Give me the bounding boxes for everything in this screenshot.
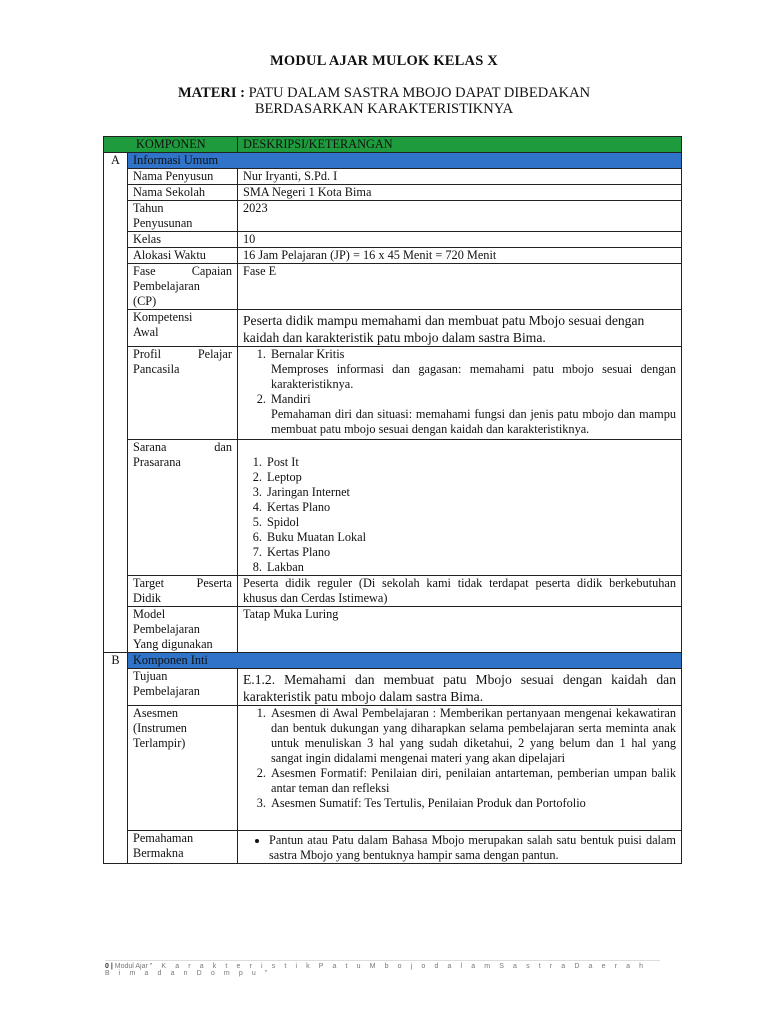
table-row: [104, 347, 682, 440]
row-value: Fase E: [238, 264, 682, 310]
row-label-line: Pembelajaran: [133, 622, 200, 636]
row-label: [128, 264, 238, 310]
header-komponen: KOMPONEN: [104, 137, 238, 153]
table-row: [104, 669, 682, 706]
row-label-line: Kompetensi: [133, 310, 193, 324]
list-item-desc: Memproses informasi dan gagasan: memahami patu mbojo sesuai dengan karakteristiknya.: [271, 362, 676, 391]
row-value: [238, 706, 682, 831]
table-row: [104, 232, 682, 248]
row-label-line: Pembelajaran: [133, 279, 200, 293]
subtitle-line-1: PATU DALAM SASTRA MBOJO DAPAT DIBEDAKAN: [244, 85, 591, 101]
row-label: [128, 831, 238, 864]
row-label-line: Tujuan: [133, 669, 168, 683]
list-item: 5. Spidol: [265, 515, 676, 530]
footer-text: " K a r a k t e r i s t i k P a t u M b o j o d a l a m S a s t r a D a e r a h B i m a d a n D o m p u ": [105, 963, 647, 977]
section-b-row: [104, 653, 682, 669]
label-word: Capaian: [191, 264, 232, 278]
list-item: 6. Buku Muatan Lokal: [265, 530, 676, 545]
list-item: • Pantun atau Patu dalam Bahasa Mbojo merupakan salah satu bentuk puisi dalam sastra Mbojo yang bentuknya hampir sama dengan pantun.: [269, 833, 676, 863]
section-a-row: [104, 153, 682, 169]
label-word: Target: [133, 576, 165, 590]
table-row: [104, 440, 682, 576]
row-value: [238, 347, 682, 440]
list-item-title: Bernalar Kritis: [271, 347, 345, 361]
profil-list: [243, 347, 676, 437]
table-row: [104, 185, 682, 201]
list-item-title: Mandiri: [271, 392, 311, 406]
list-item: 2. Asesmen Formatif: Penilaian diri, penilaian antarteman, pemberian umpan balik antar teman dan refleksi: [269, 766, 676, 796]
row-label-line: (CP): [133, 294, 157, 308]
row-label: [128, 607, 238, 653]
pemahaman-list: [243, 833, 676, 863]
row-label-line: Terlampir): [133, 736, 186, 750]
table-row: [104, 169, 682, 185]
row-label: Alokasi Waktu: [128, 248, 238, 264]
row-label: Kelas: [128, 232, 238, 248]
row-label-line: Pembelajaran: [133, 684, 200, 698]
row-label-line: Penyusunan: [133, 216, 193, 230]
label-word: Peserta: [196, 576, 232, 590]
table-row: [104, 248, 682, 264]
section-a-letter: A: [104, 153, 128, 653]
sarana-list: [243, 455, 676, 575]
list-item: 4. Kertas Plano: [265, 500, 676, 515]
row-label: [128, 576, 238, 607]
list-item: 1. Post It: [265, 455, 676, 470]
page-footer: [105, 960, 660, 977]
table-row: [104, 831, 682, 864]
row-value: SMA Negeri 1 Kota Bima: [238, 185, 682, 201]
row-value: 2023: [238, 201, 682, 232]
row-value: E.1.2. Memahami dan membuat patu Mbojo sesuai dengan kaidah dan karakteristik patu mbojo dalam sastra Bima.: [238, 669, 682, 706]
row-label-line: Prasarana: [133, 455, 181, 469]
list-item: 8. Lakban: [265, 560, 676, 575]
subtitle-line-2: BERDASARKAN KARAKTERISTIKNYA: [254, 101, 514, 117]
label-word: Fase: [133, 264, 156, 278]
table-row: [104, 310, 682, 347]
list-item: 1. Asesmen di Awal Pembelajaran : Memberikan pertanyaan mengenai kekawatiran dan bentuk dukungan yang diharapkan selama pembelajaran serta meminta anak untuk menuliskan 3 hal yang sudah diketahui, 2 yang belum dan 1 hal yang sangat ingin didalami mengenai materi yang akan dipelajari: [269, 706, 676, 766]
page-number: 0 |: [105, 963, 113, 970]
row-label: [128, 347, 238, 440]
row-label-line: (Instrumen: [133, 721, 187, 735]
row-label: [128, 201, 238, 232]
list-item: 3. Jaringan Internet: [265, 485, 676, 500]
label-word: dan: [214, 440, 232, 454]
subtitle-prefix: MATERI :: [177, 85, 245, 101]
section-b-title: Komponen Inti: [128, 653, 682, 669]
list-item: 2. Leptop: [265, 470, 676, 485]
row-label-line: [133, 440, 232, 455]
label-word: Sarana: [133, 440, 167, 454]
row-label-line: Tahun: [133, 201, 164, 215]
table-row: [104, 264, 682, 310]
table-row: [104, 201, 682, 232]
footer-label: Modul Ajar: [114, 963, 148, 970]
label-word: Pelajar: [197, 347, 232, 361]
row-label: [128, 310, 238, 347]
document-subtitle: [0, 85, 768, 117]
section-a-title: Informasi Umum: [128, 153, 682, 169]
row-label: Nama Penyusun: [128, 169, 238, 185]
row-value: 16 Jam Pelajaran (JP) = 16 x 45 Menit = 720 Menit: [238, 248, 682, 264]
row-label-line: Asesmen: [133, 706, 179, 720]
row-label: Nama Sekolah: [128, 185, 238, 201]
row-label-line: Model: [133, 607, 166, 621]
row-label-line: Pancasila: [133, 362, 180, 376]
row-value: Nur Iryanti, S.Pd. I: [238, 169, 682, 185]
row-label: [128, 669, 238, 706]
list-item: 7. Kertas Plano: [265, 545, 676, 560]
row-label-line: Pemahaman: [133, 831, 194, 845]
list-item: [269, 347, 676, 392]
list-item: [269, 392, 676, 437]
table-row: [104, 607, 682, 653]
row-value: [238, 831, 682, 864]
row-value: Peserta didik mampu memahami dan membuat patu Mbojo sesuai dengan kaidah dan karakteristik patu mbojo dalam sastra Bima.: [238, 310, 682, 347]
row-label-line: Yang digunakan: [133, 637, 213, 651]
asesmen-list: [243, 706, 676, 811]
header-deskripsi: DESKRIPSI/KETERANGAN: [238, 137, 682, 153]
row-label-line: Didik: [133, 591, 162, 605]
row-value: Peserta didik reguler (Di sekolah kami tidak terdapat peserta didik berkebutuhan khusus dan Cerdas Istimewa): [238, 576, 682, 607]
table-row: [104, 576, 682, 607]
row-value: 10: [238, 232, 682, 248]
list-item-desc: Pemahaman diri dan situasi: memahami fungsi dan jenis patu mbojo dan mampu membuat patu mbojo sesuai dengan kaidah dan karakteristiknya.: [271, 407, 676, 436]
document-title: MODUL AJAR MULOK KELAS X: [270, 53, 498, 69]
module-table: [103, 136, 682, 864]
section-b-letter: B: [104, 653, 128, 864]
row-value: Tatap Muka Luring: [238, 607, 682, 653]
table-row: [104, 706, 682, 831]
row-label: [128, 440, 238, 576]
table-header-row: [104, 137, 682, 153]
row-value: [238, 440, 682, 576]
row-label: [128, 706, 238, 831]
row-label-line: [133, 347, 232, 362]
row-label-line: Awal: [133, 325, 159, 339]
row-label-line: Bermakna: [133, 846, 184, 860]
list-item: 3. Asesmen Sumatif: Tes Tertulis, Penilaian Produk dan Portofolio: [269, 796, 676, 811]
label-word: Profil: [133, 347, 162, 361]
row-label-line: [133, 576, 232, 591]
row-label-line: [133, 264, 232, 279]
